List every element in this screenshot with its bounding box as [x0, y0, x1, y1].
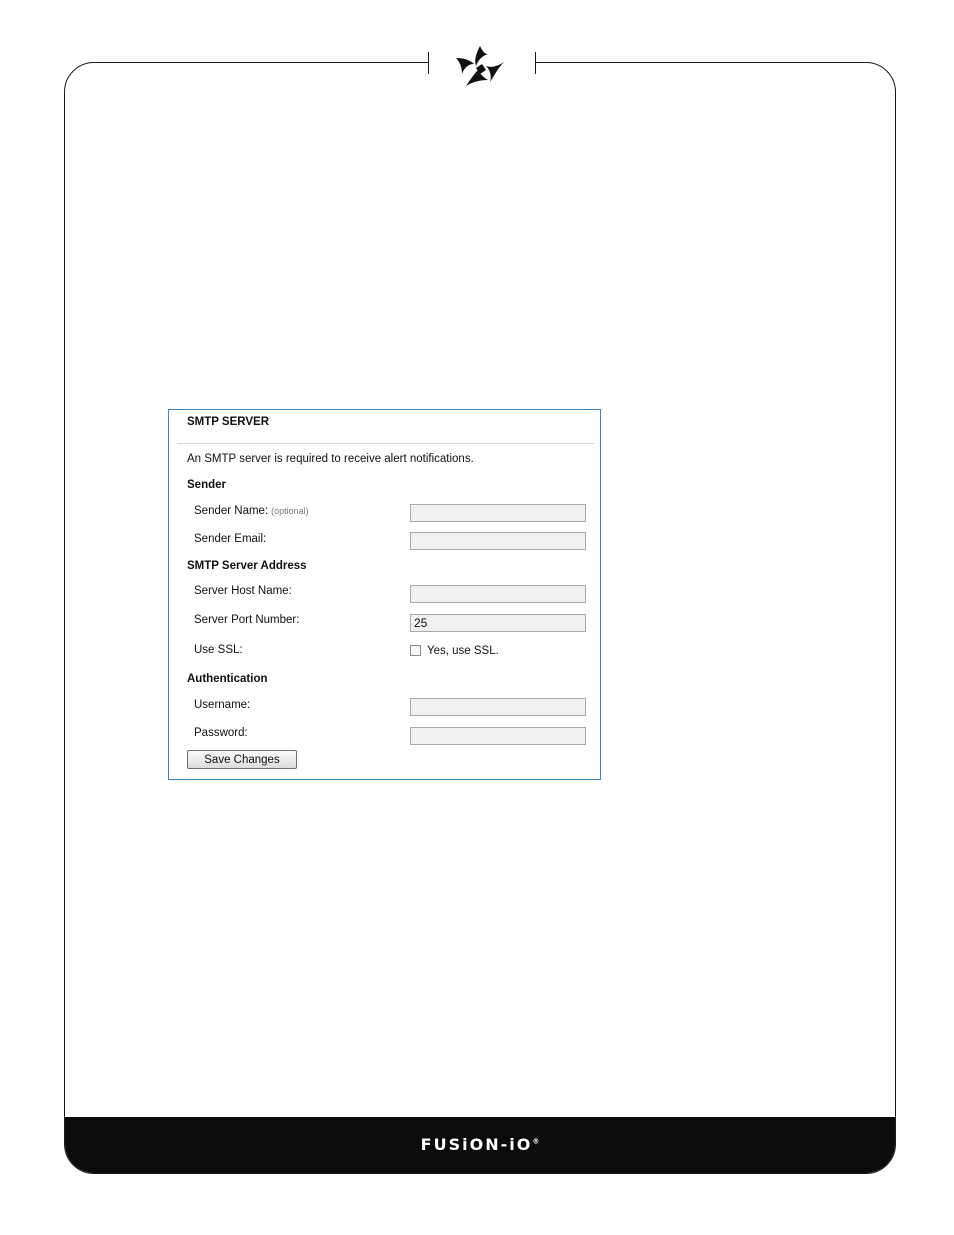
sender-name-label: [194, 505, 309, 517]
header-tick-left: [428, 52, 429, 74]
username-input[interactable]: [410, 698, 586, 716]
panel-title: SMTP SERVER: [187, 416, 270, 428]
panel-intro-text: An SMTP server is required to receive alert notifications.: [187, 453, 474, 465]
fusion-emblem-icon: [452, 44, 508, 88]
password-input[interactable]: [410, 727, 586, 745]
footer-trademark: ®: [532, 1137, 540, 1146]
section-sender: Sender: [187, 479, 226, 491]
smtp-server-panel: [168, 409, 601, 780]
password-label: Password:: [194, 727, 248, 739]
username-label: Username:: [194, 699, 251, 711]
panel-divider: [177, 443, 594, 444]
section-authentication: Authentication: [187, 673, 268, 685]
footer-logo: [65, 1135, 895, 1154]
server-host-label: Server Host Name:: [194, 585, 292, 597]
sender-email-input[interactable]: [410, 532, 586, 550]
use-ssl-checkbox[interactable]: [410, 645, 421, 656]
sender-name-label-text: Sender Name:: [194, 505, 269, 517]
server-port-label: Server Port Number:: [194, 614, 300, 626]
use-ssl-option-label[interactable]: Yes, use SSL.: [427, 645, 499, 657]
footer-brand: FUSiON-iO: [420, 1135, 533, 1154]
optional-hint: (optional): [271, 506, 309, 516]
server-host-input[interactable]: [410, 585, 586, 603]
header-tick-right: [535, 52, 536, 74]
sender-email-label: Sender Email:: [194, 533, 267, 545]
use-ssl-label: Use SSL:: [194, 644, 243, 656]
sender-name-input[interactable]: [410, 504, 586, 522]
server-port-input[interactable]: [410, 614, 586, 632]
footer-band: [65, 1117, 895, 1173]
save-changes-button[interactable]: Save Changes: [187, 750, 297, 769]
section-smtp-server-address: SMTP Server Address: [187, 560, 307, 572]
